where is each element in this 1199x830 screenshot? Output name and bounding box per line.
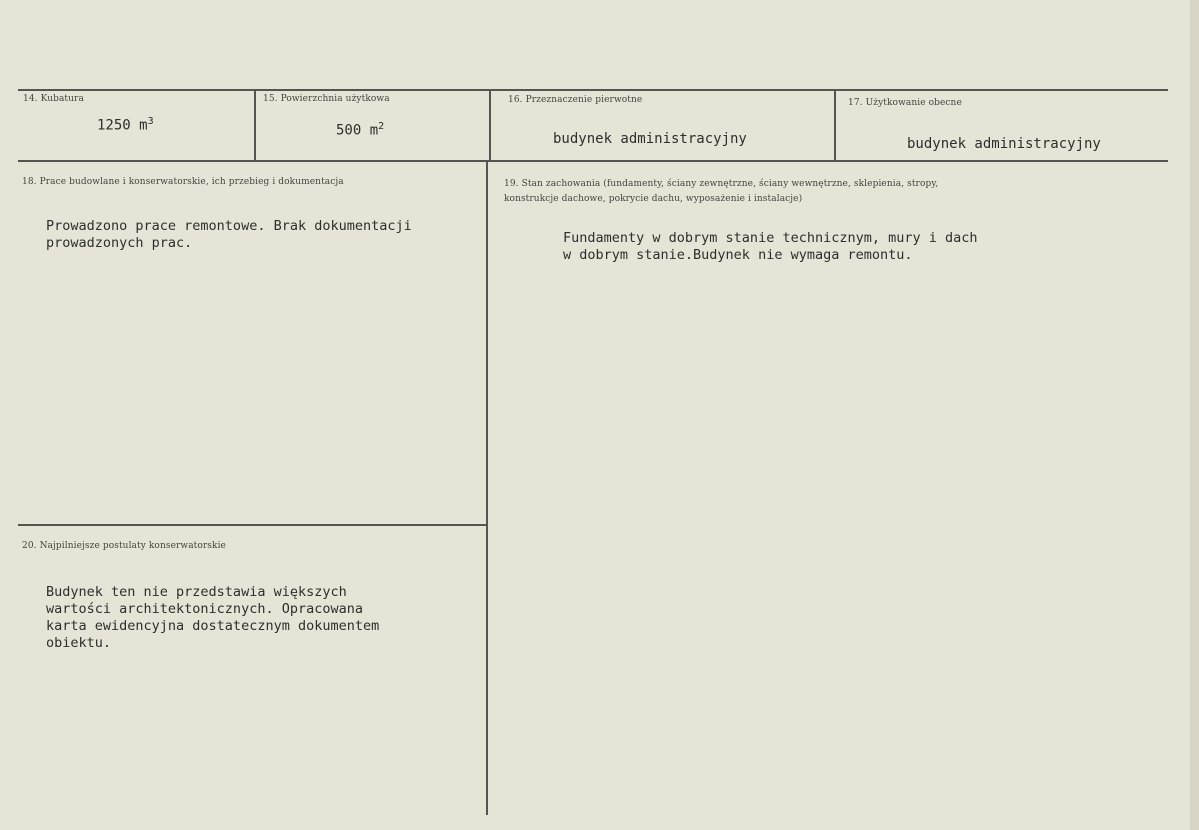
divider-14-15 [254, 89, 256, 161]
kubatura-label: 14. Kubatura [23, 94, 84, 104]
top-rule [18, 89, 1168, 91]
divider-main [486, 160, 488, 815]
stan-label-line1: 19. Stan zachowania (fundamenty, ściany zewnętrzne, ściany wewnętrzne, sklepienia, stropy, [504, 179, 939, 189]
prace-label: 18. Prace budowlane i konserwatorskie, ich przebieg i dokumentacja [22, 177, 344, 187]
postulaty-label: 20. Najpilniejsze postulaty konserwatorskie [22, 541, 226, 551]
stan-text: Fundamenty w dobrym stanie technicznym, mury i dach w dobrym stanie.Budynek nie wymaga remontu. [563, 230, 978, 263]
uzytkowanie-label: 17. Użytkowanie obecne [848, 98, 962, 108]
powierzchnia-label: 15. Powierzchnia użytkowa [263, 94, 390, 104]
przeznaczenie-label: 16. Przeznaczenie pierwotne [508, 95, 643, 105]
section-20-rule [18, 524, 486, 526]
stan-label-line2: konstrukcje dachowe, pokrycie dachu, wyposażenie i instalacje) [504, 194, 803, 204]
divider-15-16 [489, 89, 491, 161]
divider-16-17 [834, 89, 836, 161]
uzytkowanie-value: budynek administracyjny [907, 136, 1101, 152]
powierzchnia-unit-exponent: 2 [378, 121, 385, 132]
kubatura-value: 1250 $m^3$ [97, 116, 154, 134]
middle-rule [18, 160, 1168, 162]
postulaty-text: Budynek ten nie przedstawia większych wartości architektonicznych. Opracowana karta ewidencyjna dostatecznym dokumentem obiektu. [46, 584, 380, 651]
powierzchnia-value: 500 $m^2$ [336, 121, 385, 139]
paper-edge [1190, 0, 1199, 830]
przeznaczenie-value: budynek administracyjny [553, 131, 747, 147]
prace-text: Prowadzono prace remontowe. Brak dokumentacji prowadzonych prac. [46, 218, 412, 251]
kubatura-unit-exponent: 3 [147, 116, 154, 127]
